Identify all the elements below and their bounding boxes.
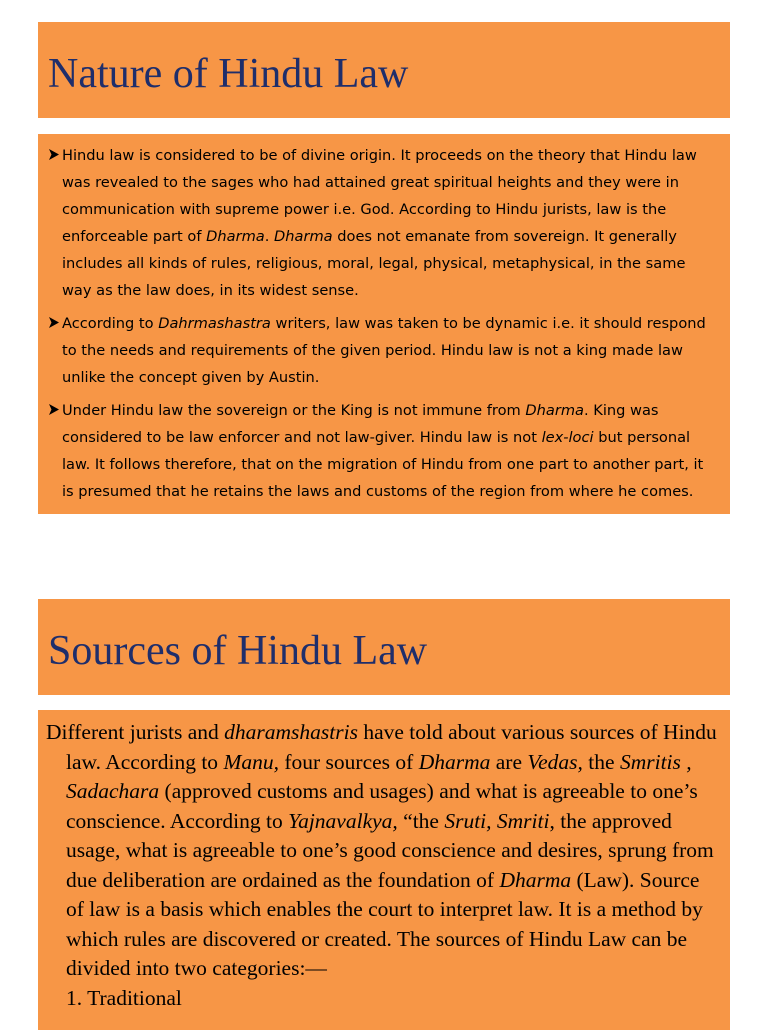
section-body-box [38,134,730,514]
bullet-item: According to Dahrmashastra writers, law was taken to be dynamic i.e. it should respond to the needs and requirements of the given period. Hindu law is not a king made law unlike the concept given by Austin. [48,310,716,391]
bullet-item: Hindu law is considered to be of divine origin. It proceeds on the theory that Hindu law was revealed to the sages who had attained great spiritual heights and they were in communication with supreme power i.e. God. According to Hindu jurists, law is the enforceable part of Dharma. Dharma does not emanate from sovereign. It generally includes all kinds of rules, religious, moral, legal, physical, metaphysical, in the same way as the law does, in its widest sense. [48,142,716,304]
arrow-bullet-icon [48,142,60,169]
list-item: 1. Traditional [66,985,182,1010]
section-title-box [38,22,730,118]
section-title: Sources of Hindu Law [48,628,428,674]
sources-paragraph: Different jurists and dharamshastris have told about various sources of Hindu law. According to Manu, four sources of Dharma are Vedas, the Smritis , Sadachara (approved customs and usages) and what is agreeable to one’s conscience. According to Yajnavalkya, “the Sruti, Smriti, the approved usage, what is agreeable to one’s good conscience and desires, sprung from due deliberation are ordained as the foundation of Dharma (Law). Source of law is a basis which enables the court to interpret law. It is a method by which rules are discovered or created. The sources of Hindu Law can be divided into two categories:— [46,720,717,980]
section-title: Nature of Hindu Law [48,51,409,97]
section-body-box [38,710,730,1030]
bullet-item: Under Hindu law the sovereign or the King is not immune from Dharma. King was considered to be law enforcer and not law-giver. Hindu law is not lex-loci but personal law. It follows therefore, that on the migration of Hindu from one part to another part, it is presumed that he retains the laws and customs of the region from where he comes. [48,397,716,505]
arrow-bullet-icon [48,397,60,424]
arrow-bullet-icon [48,310,60,337]
section-title-box [38,599,730,695]
